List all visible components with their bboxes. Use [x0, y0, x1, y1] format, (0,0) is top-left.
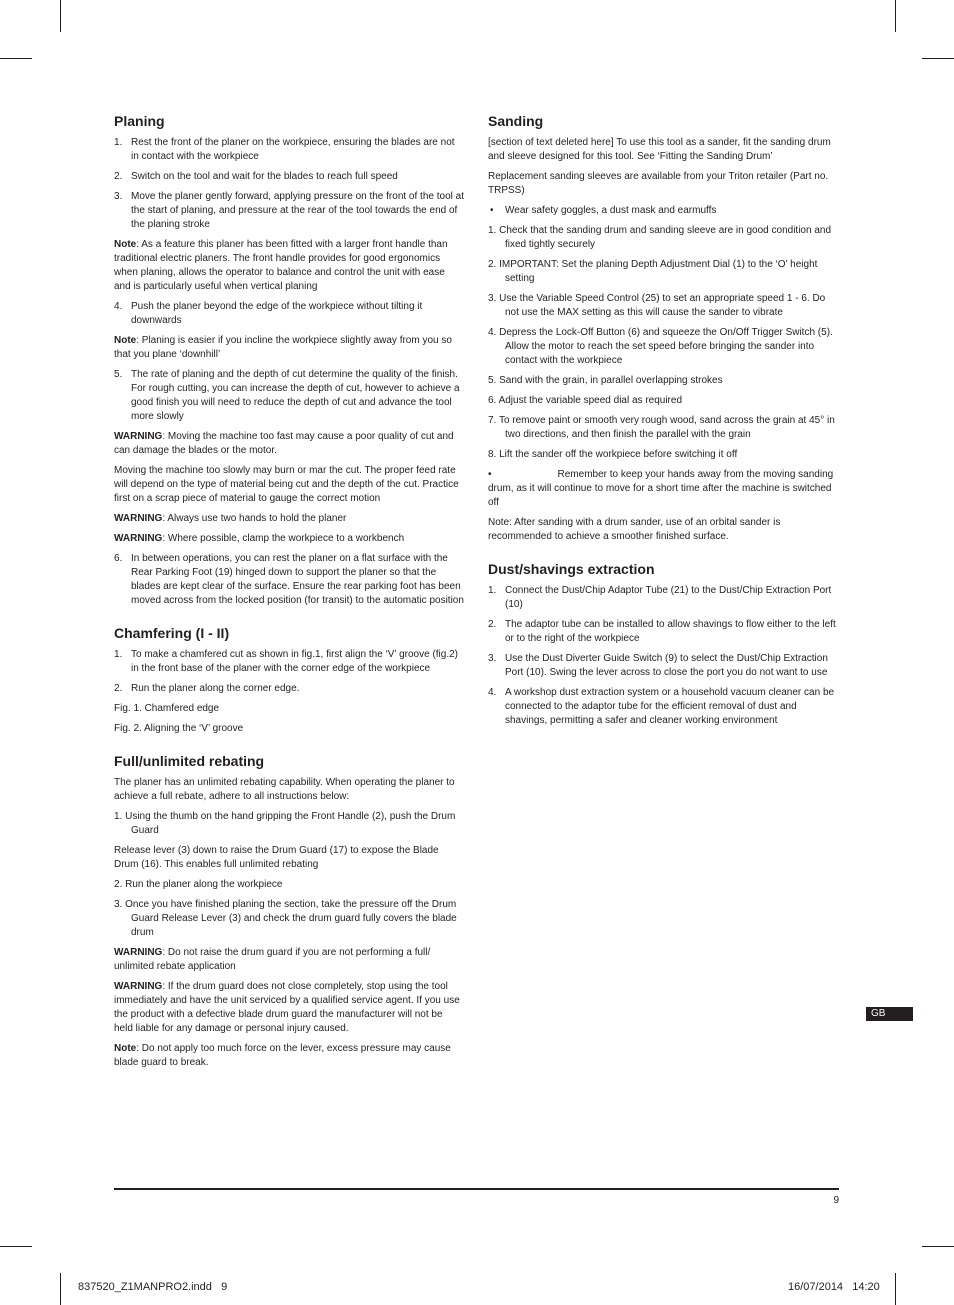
sanding-step-8: 8. Lift the sander off the workpiece before switching it off — [488, 449, 738, 460]
sanding-step-4: 4. Depress the Lock-Off Button (6) and squeeze the On/Off Trigger Switch (5). Allow the motor to reach the set speed before bringing the sander into contact with the workpiece — [488, 327, 833, 366]
crop-mark-br-v — [895, 1273, 896, 1305]
language-tab: GB — [866, 1007, 913, 1021]
rebating-warning-1: WARNING: Do not raise the drum guard if you are not performing a full/ unlimited rebate application — [114, 947, 431, 972]
planing-step-5: 5. The rate of planing and the depth of cut determine the quality of the finish. For rough cutting, you can increase the depth of cut, however to achieve a good finish you will need to reduce the depth of cut and advance the tool more slowly — [114, 369, 460, 422]
sanding-heading: Sanding — [488, 113, 544, 129]
sanding-bullet-1: • Wear safety goggles, a dust mask and earmuffs — [490, 205, 717, 216]
sanding-step-5: 5. Sand with the grain, in parallel overlapping strokes — [488, 375, 723, 386]
footer-rule — [114, 1188, 839, 1190]
dust-step-3: 3. Use the Dust Diverter Guide Switch (9) to select the Dust/Chip Extraction Port (10). Swing the lever across to close the port you do not want to use — [488, 653, 828, 678]
sanding-step-1: 1. Check that the sanding drum and sanding sleeve are in good condition and fixed tightly securely — [488, 225, 832, 250]
rebating-step-2: 2. Run the planer along the workpiece — [114, 879, 283, 890]
planing-step-4: 4. Push the planer beyond the edge of the workpiece without tilting it downwards — [114, 301, 423, 326]
fig-1-caption: Fig. 1. Chamfered edge — [114, 703, 220, 714]
slug-filename: 837520_Z1MANPRO2.indd 9 — [78, 1281, 228, 1293]
fig-2-caption: Fig. 2. Aligning the ‘V’ groove — [114, 723, 244, 734]
crop-mark-br-h — [922, 1246, 954, 1247]
planing-note-1: Note: As a feature this planer has been fitted with a larger front handle than traditional electric planers. The front handle provides for good ergonomics when planing, allows the operator to balance and control the unit with ease and is particularly useful when vertical planing — [114, 239, 448, 292]
rebating-note: Note: Do not apply too much force on the lever, excess pressure may cause blade guard to break. — [114, 1043, 451, 1068]
rebating-warning-2: WARNING: If the drum guard does not close completely, stop using the tool immediately and have the unit serviced by a qualified service agent. If you use the product with a defective blade drum guard the manufacturer will not be held liable for any damage or personal injury caused. — [114, 981, 460, 1034]
slug-date: 16/07/2014 14:20 — [788, 1281, 880, 1293]
planing-warning-2: WARNING: Always use two hands to hold the planer — [114, 513, 347, 524]
sanding-step-7: 7. To remove paint or smooth very rough wood, sand across the grain at 45° in two directions, and then finish the parallel with the grain — [488, 415, 835, 440]
crop-mark-bl-h — [0, 1246, 32, 1247]
dust-step-2: 2. The adaptor tube can be installed to allow shavings to flow either to the left or to the right of the workpiece — [488, 619, 836, 644]
planing-step-2: 2. Switch on the tool and wait for the blades to reach full speed — [114, 171, 398, 182]
right-column — [488, 112, 840, 734]
planing-heading: Planing — [114, 113, 165, 129]
sanding-replacement-note: Replacement sanding sleeves are available from your Triton retailer (Part no. TRPSS) — [488, 171, 829, 196]
chamfering-step-2: 2. Run the planer along the corner edge. — [114, 683, 300, 694]
planing-step-6: 6. In between operations, you can rest the planer on a flat surface with the Rear Parking Foot (19) hinged down to support the planer so that the blades are kept clear of the surface. Ensure the rear parking foot has been moved across from the locked position (for transit) to the automatic position — [114, 553, 464, 606]
dust-step-1: 1. Connect the Dust/Chip Adaptor Tube (21) to the Dust/Chip Extraction Port (10) — [488, 585, 832, 610]
sanding-intro: [section of text deleted here] To use this tool as a sander, fit the sanding drum and sleeve designed for this tool. See ‘Fitting the Sanding Drum’ — [488, 137, 831, 162]
planing-warning-1: WARNING: Moving the machine too fast may cause a poor quality of cut and can damage the blades or the motor. — [114, 431, 454, 456]
sanding-bullet-2: • Remember to keep your hands away from the moving sanding drum, as it will continue to move for a short time after the machine is switched off — [488, 469, 834, 508]
sanding-step-3: 3. Use the Variable Speed Control (25) to set an appropriate speed 1 - 6. Do not use the MAX setting as this will cause the sander to vibrate — [488, 293, 826, 318]
planing-step-3: 3. Move the planer gently forward, applying pressure on the front of the tool at the start of planing, and pressure at the rear of the tool towards the end of the planing stroke — [114, 191, 464, 230]
rebating-step-1: 1. Using the thumb on the hand gripping the Front Handle (2), push the Drum Guard — [114, 811, 456, 836]
rebating-intro: The planer has an unlimited rebating capability. When operating the planer to achieve a full rebate, adhere to all instructions below: — [114, 777, 455, 802]
chamfering-heading: Chamfering (I - II) — [114, 625, 230, 641]
crop-mark-bl-v — [60, 1273, 61, 1305]
page-number: 9 — [833, 1195, 839, 1206]
crop-mark-tr-h — [922, 58, 954, 59]
rebating-step-3: 3. Once you have finished planing the section, take the pressure off the Drum Guard Release Lever (3) and check the drum guard fully covers the blade drum — [114, 899, 457, 938]
planing-feed-rate-para: Moving the machine too slowly may burn or mar the cut. The proper feed rate will depend on the type of material being cut and the depth of the cut. Practice first on a scrap piece of material to gauge the correct motion — [114, 465, 459, 504]
sanding-note: Note: After sanding with a drum sander, use of an orbital sander is recommended to achieve a smoother finished surface. — [488, 517, 781, 542]
rebating-release-para: Release lever (3) down to raise the Drum Guard (17) to expose the Blade Drum (16). This enables full unlimited rebating — [114, 845, 439, 870]
crop-mark-tl-h — [0, 58, 32, 59]
sanding-step-2: 2. IMPORTANT: Set the planing Depth Adjustment Dial (1) to the ‘O’ height setting — [488, 259, 818, 284]
planing-step-1: 1. Rest the front of the planer on the workpiece, ensuring the blades are not in contact with the workpiece — [114, 137, 455, 162]
planing-note-2: Note: Planing is easier if you incline the workpiece slightly away from you so that you plane ‘downhill’ — [114, 335, 452, 360]
chamfering-step-1: 1. To make a chamfered cut as shown in fig.1, first align the ‘V’ groove (fig.2) in the front base of the planer with the corner edge of the workpiece — [114, 649, 459, 674]
sanding-step-6: 6. Adjust the variable speed dial as required — [488, 395, 683, 406]
crop-mark-tl-v — [60, 0, 61, 32]
left-column — [114, 112, 464, 1076]
planing-warning-3: WARNING: Where possible, clamp the workpiece to a workbench — [114, 533, 405, 544]
dust-heading: Dust/shavings extraction — [488, 561, 655, 577]
crop-mark-tr-v — [895, 0, 896, 32]
dust-step-4: 4. A workshop dust extraction system or a household vacuum cleaner can be connected to the adaptor tube for the efficient removal of dust and shavings, permitting a safer and cleaner working environment — [488, 687, 835, 726]
rebating-heading: Full/unlimited rebating — [114, 753, 265, 769]
